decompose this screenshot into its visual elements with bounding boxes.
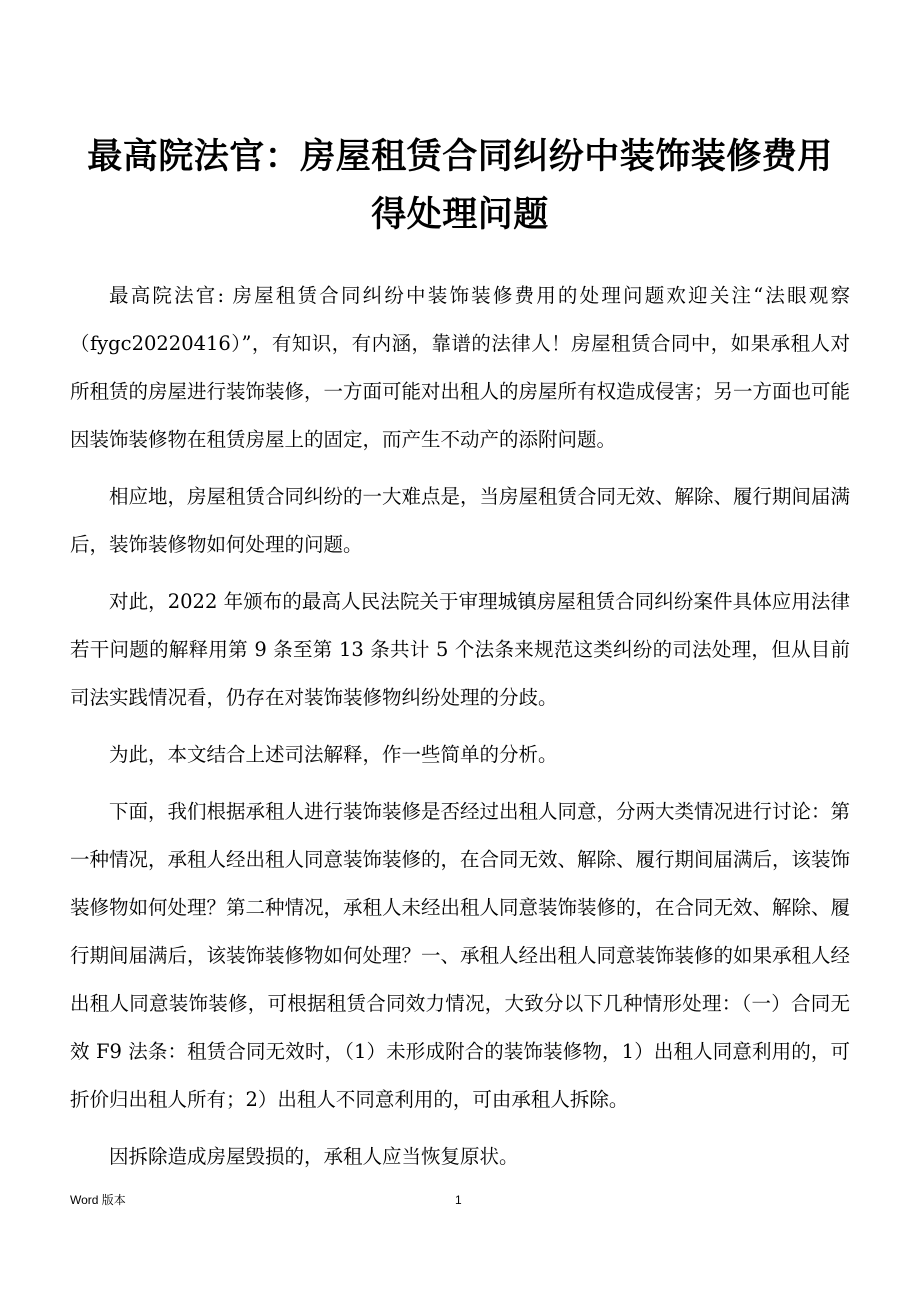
paragraph: 相应地，房屋租赁合同纠纷的一大难点是，当房屋租赁合同无效、解除、履行期间届满后，装饰装修物如何处理的问题。 (70, 485, 851, 556)
footer-version-label: Word 版本 (70, 1193, 126, 1207)
paragraph: 最高院法官: 房屋租赁合同纠纷中装饰装修费用的处理问题欢迎关注“法眼观察（fygc20220416）”，有知识，有内涵，靠谱的法律人！房屋租赁合同中，如果承租人对所租赁的房屋进行装饰装修，一方面可能对出租人的房屋所有权造成侵害；另一方面也可能因装饰装修物在租赁房屋上的固定，而产生不动产的添附问题。 (70, 284, 851, 451)
paragraph: 为此，本文结合上述司法解释，作一些简单的分析。 (109, 743, 558, 766)
paragraph: 下面，我们根据承租人进行装饰装修是否经过出租人同意，分两大类情况进行讨论：第一种情况，承租人经出租人同意装饰装修的，在合同无效、解除、履行期间届满后，该装饰装修物如何处理？第二种情况，承租人未经出租人同意装饰装修的，在合同无效、解除、履行期间届满后，该装饰装修物如何处理？一、承租人经出租人同意装饰装修的如果承租人经出租人同意装饰装修，可根据租赁合同效力情况，大致分以下几种情形处理：（一）合同无效 F9 法条：租赁合同无效时，（1）未形成附合的装饰装修物，1）出租人同意利用的，可折价归出租人所有；2）出租人不同意利用的，可由承租人拆除。 (70, 800, 851, 1111)
document-title: 最高院法官：房屋租赁合同纠纷中装饰装修费用得处理问题 (87, 137, 833, 235)
document-body (70, 272, 850, 1190)
paragraph: 因拆除造成房屋毁损的，承租人应当恢复原状。 (109, 1145, 519, 1168)
footer-page-number: 1 (455, 1193, 462, 1207)
paragraph: 对此，2022 年颁布的最高人民法院关于审理城镇房屋租赁合同纠纷案件具体应用法律若干问题的解释用第 9 条至第 13 条共计 5 个法条来规范这类纠纷的司法处理，但从目前司法实践情况看，仍存在对装饰装修物纠纷处理的分歧。 (70, 590, 850, 709)
